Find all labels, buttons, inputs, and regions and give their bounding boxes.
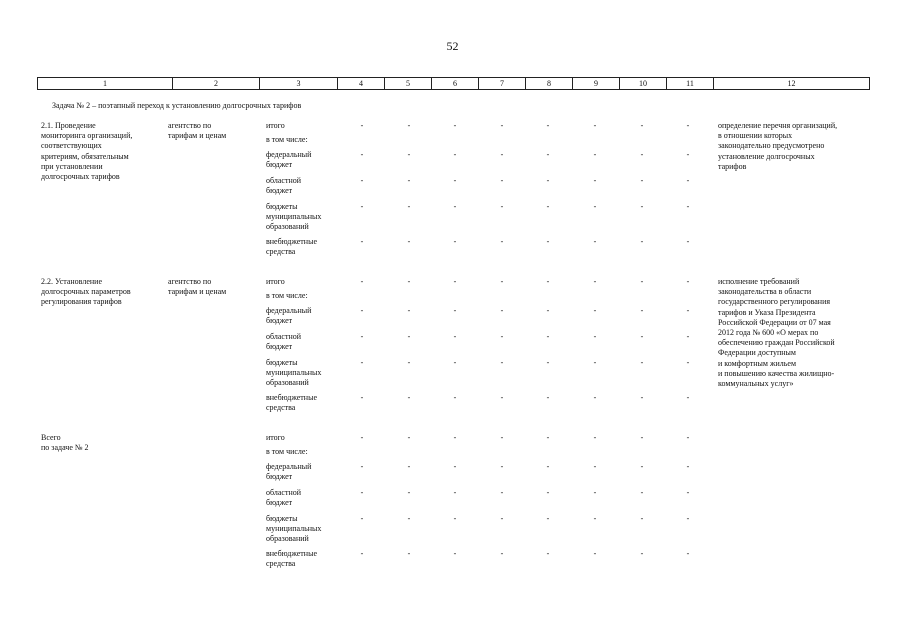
column-header-row	[37, 77, 870, 90]
column-header-6: 6	[432, 78, 479, 90]
value-cell-col-5: -	[407, 358, 411, 367]
activity-name-line: критериям, обязательным	[41, 151, 129, 161]
funding-source-line: областной	[266, 488, 302, 497]
value-cell-col-4: -	[360, 488, 364, 497]
funding-source-line: бюджеты	[266, 514, 298, 523]
value-cell-col-8: -	[546, 121, 550, 130]
funding-source-line: внебюджетные	[266, 393, 317, 402]
funding-source-extrabudget	[266, 237, 317, 257]
funding-source-line: в том числе:	[266, 447, 308, 456]
value-cell-col-7: -	[500, 306, 504, 315]
value-cell-col-11: -	[686, 306, 690, 315]
value-cell-col-6: -	[453, 121, 457, 130]
funding-source-municipal	[266, 514, 321, 545]
value-cell-col-11: -	[686, 549, 690, 558]
activity-name	[41, 433, 89, 453]
expected-result-line: и комфортным жильем	[718, 358, 797, 368]
value-cell-col-8: -	[546, 202, 550, 211]
column-header-3: 3	[260, 78, 338, 90]
value-cell-col-9: -	[593, 306, 597, 315]
funding-source-line: муниципальных	[266, 524, 322, 534]
value-cell-col-6: -	[453, 332, 457, 341]
value-cell-col-10: -	[640, 176, 644, 185]
value-cell-col-10: -	[640, 306, 644, 315]
value-cell-col-10: -	[640, 514, 644, 523]
activity-name-line: 2.1. Проведение	[41, 121, 96, 130]
value-cell-col-4: -	[360, 306, 364, 315]
funding-source-line: областной	[266, 176, 302, 185]
value-cell-col-8: -	[546, 150, 550, 159]
value-cell-col-8: -	[546, 176, 550, 185]
value-cell-col-6: -	[453, 237, 457, 246]
expected-result-line: Российской Федерации от 07 мая	[718, 317, 831, 327]
expected-result-line: Федерации доступным	[718, 348, 796, 358]
value-cell-col-9: -	[593, 277, 597, 286]
value-cell-col-9: -	[593, 176, 597, 185]
funding-source-line: внебюджетные	[266, 237, 317, 246]
funding-source-regional	[266, 176, 301, 196]
value-cell-col-5: -	[407, 433, 411, 442]
value-cell-col-11: -	[686, 121, 690, 130]
funding-source-municipal	[266, 202, 321, 233]
expected-result-line: в отношении которых	[718, 131, 793, 141]
value-cell-col-7: -	[500, 488, 504, 497]
value-cell-col-5: -	[407, 393, 411, 402]
funding-source-line: бюджет	[266, 186, 293, 196]
value-cell-col-5: -	[407, 176, 411, 185]
funding-source-regional	[266, 332, 301, 352]
value-cell-col-11: -	[686, 237, 690, 246]
value-cell-col-10: -	[640, 488, 644, 497]
funding-source-line: бюджет	[266, 316, 293, 326]
value-cell-col-11: -	[686, 332, 690, 341]
value-cell-col-6: -	[453, 549, 457, 558]
value-cell-col-9: -	[593, 121, 597, 130]
funding-source-line: бюджет	[266, 472, 293, 482]
column-header-1: 1	[38, 78, 173, 90]
funding-source-line: областной	[266, 332, 302, 341]
funding-source-including	[266, 447, 308, 457]
funding-source-total	[266, 277, 285, 287]
value-cell-col-7: -	[500, 433, 504, 442]
value-cell-col-7: -	[500, 121, 504, 130]
funding-source-line: внебюджетные	[266, 549, 317, 558]
value-cell-col-5: -	[407, 277, 411, 286]
column-header-4: 4	[338, 78, 385, 90]
value-cell-col-6: -	[453, 306, 457, 315]
value-cell-col-7: -	[500, 332, 504, 341]
column-header-9: 9	[573, 78, 620, 90]
value-cell-col-7: -	[500, 237, 504, 246]
value-cell-col-6: -	[453, 462, 457, 471]
value-cell-col-6: -	[453, 393, 457, 402]
expected-result-line: тарифов	[718, 161, 747, 171]
value-cell-col-11: -	[686, 514, 690, 523]
funding-source-line: итого	[266, 277, 285, 286]
funding-source-line: итого	[266, 433, 285, 442]
column-header-8: 8	[526, 78, 573, 90]
expected-result-line: законодательно предусмотрено	[718, 141, 825, 151]
funding-source-regional	[266, 488, 301, 508]
activity-name	[41, 277, 131, 308]
funding-source-line: в том числе:	[266, 291, 308, 300]
value-cell-col-4: -	[360, 202, 364, 211]
funding-source-line: средства	[266, 403, 296, 413]
value-cell-col-7: -	[500, 277, 504, 286]
value-cell-col-4: -	[360, 150, 364, 159]
value-cell-col-4: -	[360, 121, 364, 130]
funding-source-line: бюджет	[266, 342, 293, 352]
funding-source-municipal	[266, 358, 321, 389]
value-cell-col-9: -	[593, 433, 597, 442]
value-cell-col-11: -	[686, 150, 690, 159]
executor-line: агентство по	[168, 277, 212, 286]
value-cell-col-5: -	[407, 332, 411, 341]
value-cell-col-7: -	[500, 358, 504, 367]
value-cell-col-8: -	[546, 462, 550, 471]
value-cell-col-7: -	[500, 150, 504, 159]
value-cell-col-7: -	[500, 393, 504, 402]
executor-line: тарифам и ценам	[168, 131, 227, 141]
activity-name-line: 2.2. Установление	[41, 277, 103, 286]
value-cell-col-5: -	[407, 121, 411, 130]
value-cell-col-10: -	[640, 462, 644, 471]
activity-name-line: при установлении	[41, 161, 103, 171]
value-cell-col-6: -	[453, 514, 457, 523]
value-cell-col-4: -	[360, 393, 364, 402]
expected-result-line: исполнение требований	[718, 277, 800, 286]
expected-result-line: и повышению качества жилищно-	[718, 368, 835, 378]
activity-name	[41, 121, 132, 182]
activity-name-line: регулирования тарифов	[41, 297, 122, 307]
activity-name-line: Всего	[41, 433, 61, 442]
value-cell-col-9: -	[593, 202, 597, 211]
funding-source-line: итого	[266, 121, 285, 130]
funding-source-line: бюджеты	[266, 358, 298, 367]
value-cell-col-4: -	[360, 514, 364, 523]
expected-result-line: коммунальных услуг»	[718, 379, 794, 389]
value-cell-col-8: -	[546, 488, 550, 497]
value-cell-col-10: -	[640, 237, 644, 246]
value-cell-col-4: -	[360, 358, 364, 367]
expected-result-line: установление долгосрочных	[718, 151, 815, 161]
funding-source-extrabudget	[266, 549, 317, 569]
value-cell-col-9: -	[593, 393, 597, 402]
value-cell-col-9: -	[593, 332, 597, 341]
column-header-12: 12	[714, 78, 870, 90]
value-cell-col-7: -	[500, 549, 504, 558]
activity-name-line: мониторинга организаций,	[41, 131, 133, 141]
task-title: Задача № 2 – поэтапный переход к установлению долгосрочных тарифов	[52, 101, 302, 110]
value-cell-col-6: -	[453, 358, 457, 367]
value-cell-col-11: -	[686, 462, 690, 471]
activity-name-line: по задаче № 2	[41, 443, 89, 453]
value-cell-col-9: -	[593, 237, 597, 246]
value-cell-col-7: -	[500, 176, 504, 185]
funding-source-line: федеральный	[266, 462, 312, 471]
value-cell-col-11: -	[686, 277, 690, 286]
expected-result-line: государственного регулирования	[718, 297, 831, 307]
value-cell-col-5: -	[407, 237, 411, 246]
value-cell-col-11: -	[686, 393, 690, 402]
value-cell-col-6: -	[453, 176, 457, 185]
value-cell-col-5: -	[407, 306, 411, 315]
value-cell-col-10: -	[640, 150, 644, 159]
value-cell-col-6: -	[453, 277, 457, 286]
column-header-7: 7	[479, 78, 526, 90]
executor-line: тарифам и ценам	[168, 287, 227, 297]
value-cell-col-7: -	[500, 202, 504, 211]
value-cell-col-8: -	[546, 393, 550, 402]
value-cell-col-8: -	[546, 237, 550, 246]
funding-source-federal	[266, 462, 311, 482]
value-cell-col-8: -	[546, 277, 550, 286]
value-cell-col-4: -	[360, 462, 364, 471]
value-cell-col-10: -	[640, 332, 644, 341]
funding-source-extrabudget	[266, 393, 317, 413]
funding-source-line: муниципальных	[266, 212, 322, 222]
value-cell-col-9: -	[593, 462, 597, 471]
value-cell-col-9: -	[593, 514, 597, 523]
column-header-11: 11	[667, 78, 714, 90]
value-cell-col-9: -	[593, 150, 597, 159]
value-cell-col-8: -	[546, 514, 550, 523]
funding-source-line: федеральный	[266, 306, 312, 315]
value-cell-col-4: -	[360, 237, 364, 246]
value-cell-col-4: -	[360, 433, 364, 442]
value-cell-col-10: -	[640, 433, 644, 442]
value-cell-col-8: -	[546, 332, 550, 341]
value-cell-col-5: -	[407, 549, 411, 558]
expected-result	[718, 121, 837, 172]
value-cell-col-9: -	[593, 488, 597, 497]
value-cell-col-5: -	[407, 462, 411, 471]
funding-source-total	[266, 433, 285, 443]
funding-source-line: муниципальных	[266, 368, 322, 378]
value-cell-col-7: -	[500, 514, 504, 523]
funding-source-line: образований	[266, 534, 309, 544]
value-cell-col-5: -	[407, 514, 411, 523]
value-cell-col-6: -	[453, 202, 457, 211]
value-cell-col-10: -	[640, 358, 644, 367]
value-cell-col-4: -	[360, 549, 364, 558]
value-cell-col-11: -	[686, 202, 690, 211]
funding-source-line: образований	[266, 378, 309, 388]
expected-result-line: тарифов и Указа Президента	[718, 307, 816, 317]
funding-source-line: бюджеты	[266, 202, 298, 211]
expected-result-line: обеспечению граждан Российской	[718, 338, 835, 348]
value-cell-col-10: -	[640, 202, 644, 211]
funding-source-line: федеральный	[266, 150, 312, 159]
funding-source-line: образований	[266, 222, 309, 232]
value-cell-col-6: -	[453, 433, 457, 442]
value-cell-col-9: -	[593, 358, 597, 367]
funding-source-federal	[266, 150, 311, 170]
funding-source-line: средства	[266, 247, 296, 257]
funding-source-line: бюджет	[266, 160, 293, 170]
funding-source-including	[266, 135, 308, 145]
executor-line: агентство по	[168, 121, 212, 130]
value-cell-col-7: -	[500, 462, 504, 471]
funding-source-line: в том числе:	[266, 135, 308, 144]
funding-source-line: средства	[266, 559, 296, 569]
column-header-10: 10	[620, 78, 667, 90]
funding-source-including	[266, 291, 308, 301]
value-cell-col-8: -	[546, 306, 550, 315]
value-cell-col-5: -	[407, 150, 411, 159]
column-header-2: 2	[173, 78, 260, 90]
value-cell-col-11: -	[686, 433, 690, 442]
expected-result-line: 2012 года № 600 «О мерах по	[718, 328, 819, 338]
value-cell-col-11: -	[686, 176, 690, 185]
value-cell-col-11: -	[686, 488, 690, 497]
executor	[168, 277, 226, 297]
activity-name-line: долгосрочных тарифов	[41, 172, 120, 182]
page-number: 52	[446, 39, 459, 53]
value-cell-col-4: -	[360, 277, 364, 286]
value-cell-col-8: -	[546, 549, 550, 558]
executor	[168, 121, 226, 141]
value-cell-col-5: -	[407, 202, 411, 211]
value-cell-col-11: -	[686, 358, 690, 367]
value-cell-col-8: -	[546, 358, 550, 367]
activity-name-line: долгосрочных параметров	[41, 287, 131, 297]
expected-result-line: законодательства в области	[718, 287, 812, 297]
value-cell-col-10: -	[640, 393, 644, 402]
value-cell-col-10: -	[640, 277, 644, 286]
column-header-5: 5	[385, 78, 432, 90]
expected-result	[718, 277, 835, 389]
value-cell-col-4: -	[360, 176, 364, 185]
value-cell-col-10: -	[640, 549, 644, 558]
activity-name-line: соответствующих	[41, 141, 102, 151]
value-cell-col-4: -	[360, 332, 364, 341]
value-cell-col-5: -	[407, 488, 411, 497]
funding-source-line: бюджет	[266, 498, 293, 508]
funding-source-total	[266, 121, 285, 131]
funding-source-federal	[266, 306, 311, 326]
value-cell-col-9: -	[593, 549, 597, 558]
expected-result-line: определение перечня организаций,	[718, 121, 838, 130]
value-cell-col-6: -	[453, 488, 457, 497]
value-cell-col-6: -	[453, 150, 457, 159]
value-cell-col-8: -	[546, 433, 550, 442]
value-cell-col-10: -	[640, 121, 644, 130]
